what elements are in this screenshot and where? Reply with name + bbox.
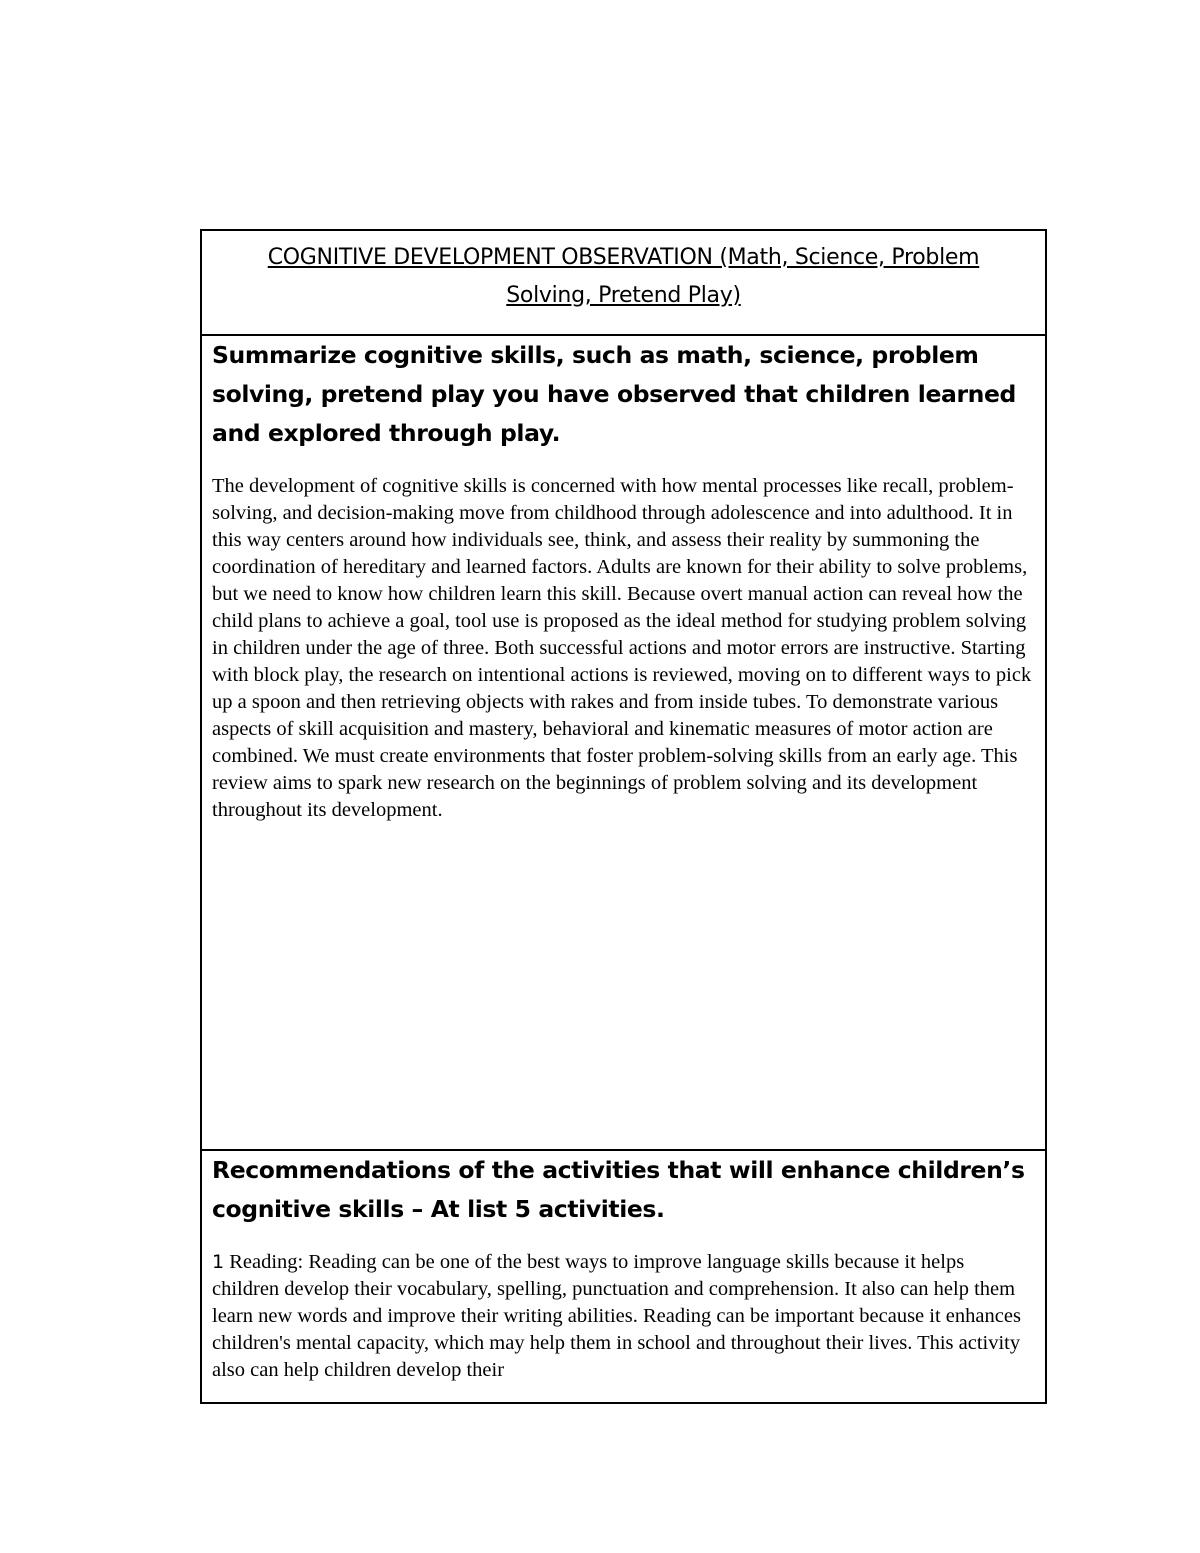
summary-prompt: Summarize cognitive skills, such as math, science, problem solving, pretend play you have observed that children learned and explored through play.	[212, 341, 1016, 447]
title-row	[202, 231, 1045, 336]
form-title: COGNITIVE DEVELOPMENT OBSERVATION (Math, Science, Problem Solving, Pretend Play)	[267, 245, 980, 308]
activity-item	[202, 1249, 1045, 1384]
activity-number: 1	[212, 1251, 225, 1273]
recommendations-prompt: Recommendations of the activities that will enhance children’s cognitive skills – At list 5 activities.	[212, 1156, 1025, 1223]
activity-heading: Reading:	[229, 1251, 304, 1273]
summary-row	[202, 336, 1045, 1151]
summary-answer: The development of cognitive skills is concerned with how mental processes like recall, problem-solving, and decision-making move from childhood through adolescence and into adulthood. It in this way centers around how individuals see, think, and assess their reality by summoning the coordination of hereditary and learned factors. Adults are known for their ability to solve problems, but we need to know how children learn this skill. Because overt manual action can reveal how the child plans to achieve a goal, tool use is proposed as the ideal method for studying problem solving in children under the age of three. Both successful actions and motor errors are instructive. Starting with block play, the research on intentional actions is reviewed, moving on to different ways to pick up a spoon and then retrieving objects with rakes and from inside tubes. To demonstrate various aspects of skill acquisition and mastery, behavioral and kinematic measures of motor action are combined. We must create environments that foster problem-solving skills from an early age. This review aims to spark new research on the beginnings of problem solving and its development throughout its development.	[212, 475, 1032, 821]
observation-form-table	[200, 229, 1047, 1404]
recommendations-row	[202, 1151, 1045, 1402]
activity-description: Reading can be one of the best ways to improve language skills because it helps children develop their vocabulary, spelling, punctuation and comprehension. It also can help them learn new words and improve their writing abilities. Reading can be important because it enhances children's mental capacity, which may help them in school and throughout their lives. This activity also can help children develop their	[212, 1251, 1021, 1381]
